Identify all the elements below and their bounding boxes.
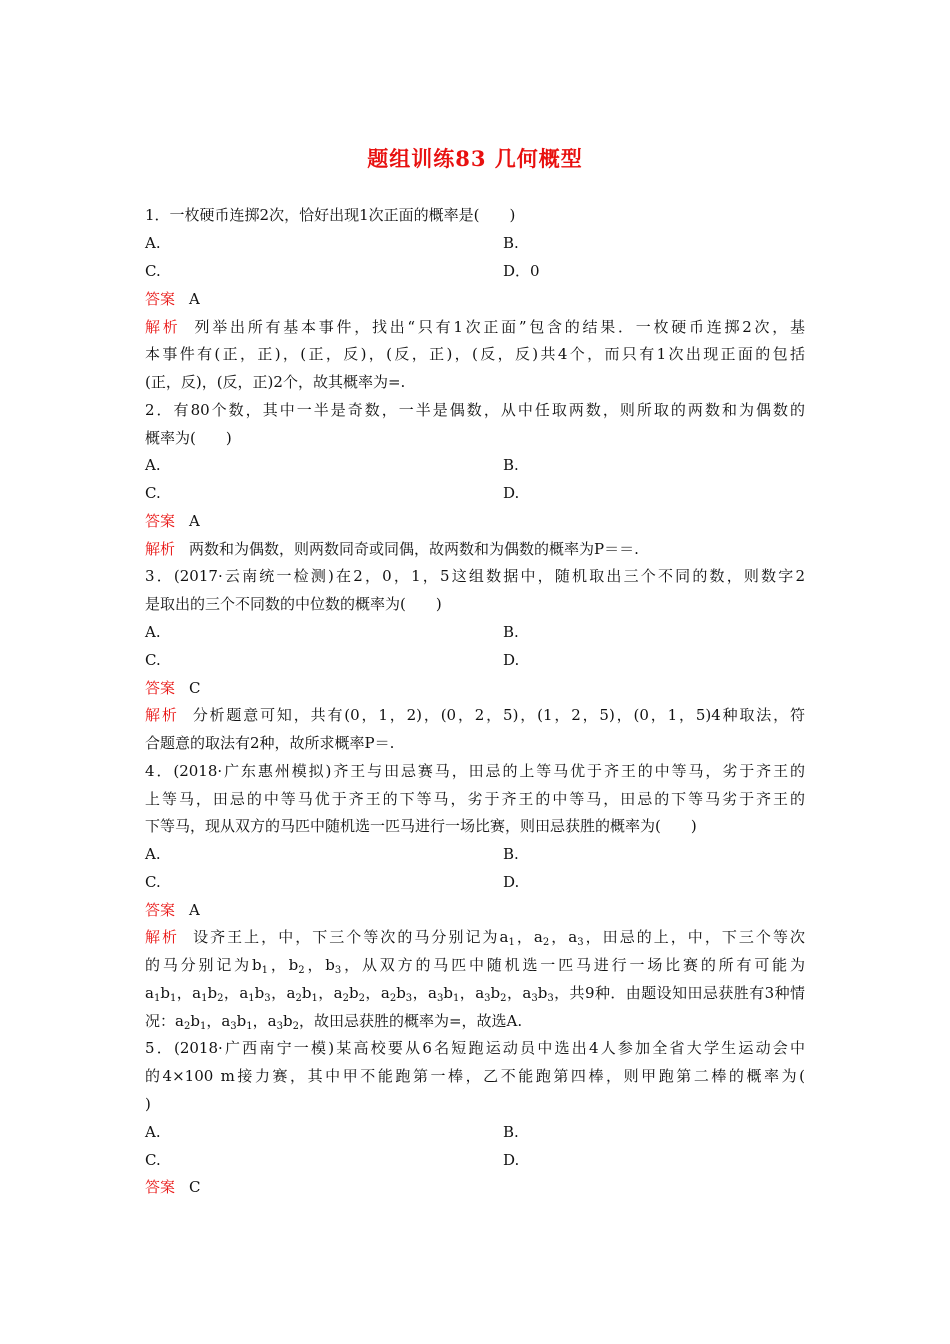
analysis-label: 解析 xyxy=(145,318,181,336)
q4-option-d: D. xyxy=(503,873,520,891)
q3-answer-value: C xyxy=(189,679,201,697)
q3-option-a: A. xyxy=(145,623,161,641)
q3-analysis-line-2: 合题意的取法有2种，故所求概率P＝. xyxy=(145,734,395,752)
q5-answer xyxy=(145,1177,805,1197)
q3-answer xyxy=(145,678,805,698)
answer-label: 答案 xyxy=(145,901,176,919)
q2-stem-line-2: 概率为( ) xyxy=(145,429,232,447)
q3-option-b: B. xyxy=(503,623,519,641)
q4-option-a: A. xyxy=(145,845,161,863)
q5-stem-line-2: 的4×100 m接力赛，其中甲不能跑第一棒，乙不能跑第四棒，则甲跑第二棒的概率为( xyxy=(145,1067,805,1085)
q2-analysis-line-1 xyxy=(145,539,805,559)
answer-label: 答案 xyxy=(145,512,176,530)
q5-option-c: C. xyxy=(145,1151,161,1169)
q5-option-a: A. xyxy=(145,1123,161,1141)
q2-option-b: B. xyxy=(503,456,519,474)
q2-option-c: C. xyxy=(145,484,161,502)
answer-label: 答案 xyxy=(145,290,176,308)
q3-option-d: D. xyxy=(503,651,520,669)
q4-option-c: C. xyxy=(145,873,161,891)
q4-analysis-line-2: 的马分别记为$b_1$，$b_2$，$b_3$，从双方的马匹中随机选一匹马进行一场比赛的所有可能为 xyxy=(145,956,805,976)
q2-stem-line-1: 2．有80个数，其中一半是奇数，一半是偶数，从中任取两数，则所取的两数和为偶数的 xyxy=(145,401,805,419)
q1-answer xyxy=(145,289,805,309)
q2-option-d: D. xyxy=(503,484,520,502)
analysis-label: 解析 xyxy=(145,540,176,558)
answer-label: 答案 xyxy=(145,1178,176,1196)
q1-analysis-line-2: 本事件有(正，正)，(正，反)，(反，正)，(反，反)共4个，而只有1次出现正面的包括 xyxy=(145,345,805,363)
analysis-label: 解析 xyxy=(145,706,179,724)
q3-analysis-line-1 xyxy=(145,705,805,725)
q4-answer-value: A xyxy=(189,901,200,919)
q5-option-b: B. xyxy=(503,1123,519,1141)
q3-option-c: C. xyxy=(145,651,161,669)
q4-analysis-line-3: $a_1b_1$，$a_1b_2$，$a_1b_3$，$a_2b_1$，$a_2b_2$，$a_2b_3$，$a_3b_1$，$a_3b_2$，$a_3b_3$，共9种．由题设知田忌获胜有3种情 xyxy=(145,984,806,1004)
q1-option-b: B. xyxy=(503,234,519,252)
page-title: 题组训练83 几何概型 xyxy=(367,146,583,171)
analysis-label: 解析 xyxy=(145,928,180,946)
q1-option-c: C. xyxy=(145,262,161,280)
q2-analysis-text-1: 两数和为偶数，则两数同奇或同偶，故两数和为偶数的概率为P＝＝. xyxy=(189,540,639,558)
q4-analysis-line-1 xyxy=(145,927,805,947)
q1-analysis-text-1: 列举出所有基本事件，找出“只有1次正面”包含的结果．一枚硬币连掷2次，基 xyxy=(194,318,805,336)
q4-stem-line-2: 上等马，田忌的中等马优于齐王的下等马，劣于齐王的中等马，田忌的下等马劣于齐王的 xyxy=(145,790,805,808)
q5-answer-value: C xyxy=(189,1178,201,1196)
q4-analysis-line-4: 况：$a_2b_1$，$a_3b_1$，$a_3b_2$，故田忌获胜的概率为=，故选A. xyxy=(145,1012,523,1032)
q3-stem-line-2: 是取出的三个不同数的中位数的概率为( ) xyxy=(145,595,442,613)
q4-option-b: B. xyxy=(503,845,519,863)
q4-answer xyxy=(145,900,805,920)
q5-option-d: D. xyxy=(503,1151,520,1169)
q1-analysis-line-1 xyxy=(145,317,805,337)
q2-answer xyxy=(145,511,805,531)
q1-option-a: A. xyxy=(145,234,161,252)
q1-option-d: D．0 xyxy=(503,262,540,280)
q3-analysis-text-1: 分析题意可知，共有(0，1，2)，(0，2，5)，(1，2，5)，(0，1，5)4种取法，符 xyxy=(192,706,805,724)
q1-answer-value: A xyxy=(189,290,200,308)
q4-stem-line-1: 4．(2018·广东惠州模拟)齐王与田忌赛马，田忌的上等马优于齐王的中等马，劣于齐王的 xyxy=(145,762,805,780)
q1-stem: 1．一枚硬币连掷2次，恰好出现1次正面的概率是( ) xyxy=(145,206,516,224)
q2-answer-value: A xyxy=(189,512,200,530)
q1-analysis-line-3: (正，反)，(反，正)2个，故其概率为=. xyxy=(145,373,406,391)
q5-stem-line-1: 5．(2018·广西南宁一模)某高校要从6名短跑运动员中选出4人参加全省大学生运动会中 xyxy=(145,1039,805,1057)
q4-stem-line-3: 下等马，现从双方的马匹中随机选一匹马进行一场比赛，则田忌获胜的概率为( ) xyxy=(145,817,697,835)
q2-option-a: A. xyxy=(145,456,161,474)
answer-label: 答案 xyxy=(145,679,176,697)
q4-analysis-text-1: 设齐王上，中，下三个等次的马分别记为$a_1$，$a_2$，$a_3$，田忌的上，中，下三个等次 xyxy=(193,928,805,948)
q5-stem-line-3: ) xyxy=(145,1095,151,1113)
q3-stem-line-1: 3．(2017·云南统一检测)在2，0，1，5这组数据中，随机取出三个不同的数，则数字2 xyxy=(145,567,805,585)
